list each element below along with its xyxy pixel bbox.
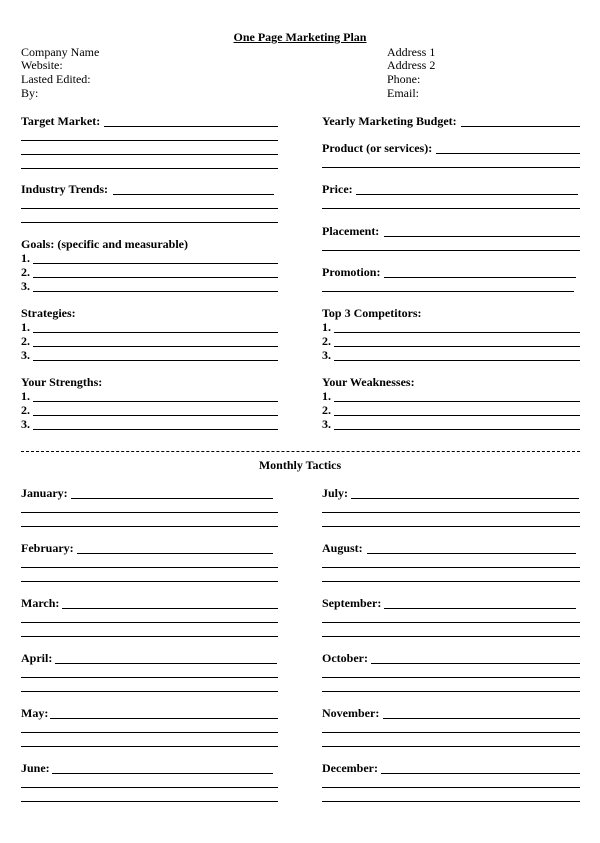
- product-field[interactable]: [436, 153, 580, 154]
- month-label-october: October:: [322, 651, 368, 665]
- goal-3-field[interactable]: [33, 291, 278, 292]
- strategies-number: 3.: [21, 348, 30, 362]
- company-name-label: Company Name: [21, 45, 100, 59]
- goals-number: 3.: [21, 279, 30, 293]
- promotion-field[interactable]: [384, 277, 576, 278]
- competitor-1-field[interactable]: [334, 332, 580, 333]
- price-label: Price:: [322, 182, 353, 196]
- april-field[interactable]: [55, 663, 277, 664]
- november-field[interactable]: [383, 718, 580, 719]
- goal-1-field[interactable]: [33, 263, 278, 264]
- july-line[interactable]: [322, 526, 580, 527]
- month-label-november: November:: [322, 706, 380, 720]
- competitors-number: 2.: [322, 334, 331, 348]
- industry-trends-field[interactable]: [113, 194, 274, 195]
- february-line[interactable]: [21, 581, 278, 582]
- address-2-label: Address 2: [387, 58, 436, 72]
- may-line[interactable]: [21, 746, 278, 747]
- august-line[interactable]: [322, 581, 580, 582]
- strengths-number: 2.: [21, 403, 30, 417]
- promotion-label: Promotion:: [322, 265, 381, 279]
- january-line[interactable]: [21, 512, 278, 513]
- weaknesses-number: 2.: [322, 403, 331, 417]
- strategy-3-field[interactable]: [33, 360, 278, 361]
- target-market-line[interactable]: [21, 140, 278, 141]
- goals-number: 2.: [21, 265, 30, 279]
- july-line[interactable]: [322, 512, 580, 513]
- target-market-label: Target Market:: [21, 114, 101, 128]
- strength-2-field[interactable]: [33, 415, 278, 416]
- june-field[interactable]: [52, 773, 273, 774]
- december-line[interactable]: [322, 801, 580, 802]
- website-label: Website:: [21, 58, 63, 72]
- october-line[interactable]: [322, 691, 580, 692]
- goals-label: Goals: (specific and measurable): [21, 237, 188, 251]
- strengths-label: Your Strengths:: [21, 375, 103, 389]
- placement-label: Placement:: [322, 224, 380, 238]
- december-field[interactable]: [381, 773, 580, 774]
- address-1-label: Address 1: [387, 45, 436, 59]
- strategies-label: Strategies:: [21, 306, 76, 320]
- september-field[interactable]: [384, 608, 576, 609]
- price-line[interactable]: [322, 208, 580, 209]
- august-line[interactable]: [322, 567, 580, 568]
- march-line[interactable]: [21, 636, 278, 637]
- target-market-line[interactable]: [21, 154, 278, 155]
- competitors-number: 3.: [322, 348, 331, 362]
- industry-trends-line[interactable]: [21, 208, 278, 209]
- strengths-number: 3.: [21, 417, 30, 431]
- june-line[interactable]: [21, 801, 278, 802]
- august-field[interactable]: [367, 553, 576, 554]
- march-line[interactable]: [21, 622, 278, 623]
- goal-2-field[interactable]: [33, 277, 278, 278]
- strategy-1-field[interactable]: [33, 332, 278, 333]
- month-label-january: January:: [21, 486, 68, 500]
- month-label-september: September:: [322, 596, 382, 610]
- weaknesses-number: 3.: [322, 417, 331, 431]
- month-label-june: June:: [21, 761, 50, 775]
- competitor-3-field[interactable]: [334, 360, 580, 361]
- may-field[interactable]: [50, 718, 278, 719]
- october-line[interactable]: [322, 677, 580, 678]
- industry-trends-label: Industry Trends:: [21, 182, 109, 196]
- industry-trends-line[interactable]: [21, 222, 278, 223]
- february-line[interactable]: [21, 567, 278, 568]
- september-line[interactable]: [322, 636, 580, 637]
- page-title: One Page Marketing Plan: [233, 30, 367, 44]
- june-line[interactable]: [21, 787, 278, 788]
- budget-field[interactable]: [461, 126, 580, 127]
- july-field[interactable]: [351, 498, 579, 499]
- strategy-2-field[interactable]: [33, 346, 278, 347]
- weakness-2-field[interactable]: [334, 415, 580, 416]
- strength-1-field[interactable]: [33, 401, 278, 402]
- march-field[interactable]: [62, 608, 278, 609]
- strength-3-field[interactable]: [33, 429, 278, 430]
- placement-field[interactable]: [384, 236, 580, 237]
- month-label-march: March:: [21, 596, 60, 610]
- competitors-label: Top 3 Competitors:: [322, 306, 422, 320]
- strengths-number: 1.: [21, 389, 30, 403]
- weakness-1-field[interactable]: [334, 401, 580, 402]
- email-label: Email:: [387, 86, 419, 100]
- promotion-line[interactable]: [322, 291, 574, 292]
- competitor-2-field[interactable]: [334, 346, 580, 347]
- monthly-tactics-title: Monthly Tactics: [258, 458, 342, 472]
- april-line[interactable]: [21, 677, 278, 678]
- competitors-number: 1.: [322, 320, 331, 334]
- november-line[interactable]: [322, 746, 580, 747]
- weaknesses-number: 1.: [322, 389, 331, 403]
- product-label: Product (or services):: [322, 141, 433, 155]
- may-line[interactable]: [21, 732, 278, 733]
- april-line[interactable]: [21, 691, 278, 692]
- month-label-april: April:: [21, 651, 53, 665]
- november-line[interactable]: [322, 732, 580, 733]
- weakness-3-field[interactable]: [334, 429, 580, 430]
- phone-label: Phone:: [387, 72, 421, 86]
- goals-number: 1.: [21, 251, 30, 265]
- month-label-february: February:: [21, 541, 74, 555]
- budget-label: Yearly Marketing Budget:: [322, 114, 457, 128]
- target-market-line[interactable]: [21, 168, 278, 169]
- october-field[interactable]: [371, 663, 580, 664]
- price-field[interactable]: [356, 194, 578, 195]
- january-line[interactable]: [21, 526, 278, 527]
- strategies-number: 2.: [21, 334, 30, 348]
- month-label-august: August:: [322, 541, 363, 555]
- february-field[interactable]: [77, 553, 273, 554]
- last-edited-label: Lasted Edited:: [21, 72, 91, 86]
- september-line[interactable]: [322, 622, 580, 623]
- december-line[interactable]: [322, 787, 580, 788]
- weaknesses-label: Your Weaknesses:: [322, 375, 415, 389]
- section-divider: [21, 451, 580, 452]
- month-label-december: December:: [322, 761, 378, 775]
- january-field[interactable]: [71, 498, 273, 499]
- month-label-may: May:: [21, 706, 49, 720]
- target-market-field[interactable]: [104, 126, 278, 127]
- strategies-number: 1.: [21, 320, 30, 334]
- placement-line[interactable]: [322, 250, 580, 251]
- month-label-july: July:: [322, 486, 349, 500]
- by-label: By:: [21, 86, 39, 100]
- product-line[interactable]: [322, 167, 580, 168]
